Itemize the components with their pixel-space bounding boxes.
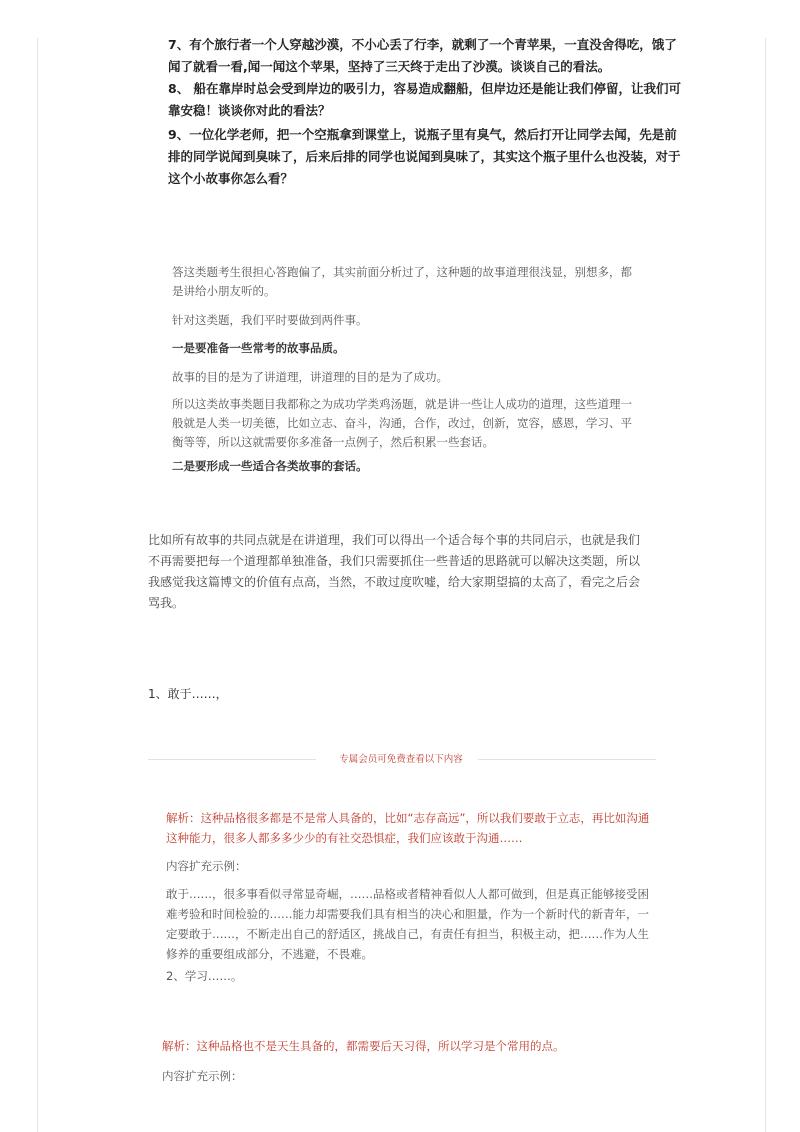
analysis-paragraph: 故事的目的是为了讲道理，讲道理的目的是为了成功。 <box>172 370 448 384</box>
analysis-heading: 一是要准备一些常考的故事品质。 <box>172 341 345 355</box>
analysis-paragraph: 针对这类题，我们平时要做到两件事。 <box>172 313 368 327</box>
members-only-label[interactable]: 专属会员可免费查看以下内容 <box>339 754 463 765</box>
item-1-title: 1、敢于……， <box>148 687 228 701</box>
analysis-paragraph: 所以这类故事类题目我都称之为成功学类鸡汤题，就是讲一些让人成功的道理，这些道理一般就是人类一切美德，比如立志、奋斗，沟通，合作，改过，创新，宽容，感恩，学习、平衡等等，所以这就需要你多准备一点例子，然后积累一些套话。 <box>172 397 632 449</box>
item-1-expand-text: 敢于……，很多事看似寻常显奇崛，……品格或者精神看似人人都可做到，但是真正能够接受困难考验和时间检验的……能力却需要我们具有相当的决心和胆量，作为一个新时代的新青年，一定要敢于……，不断走出自己的舒适区，挑战自己，有责任有担当，积极主动，把……作为人生修养的重要组成部分，不逃避，不畏难。 <box>166 887 649 961</box>
question-9: 9、一位化学老师，把一个空瓶拿到课堂上，说瓶子里有臭气，然后打开让同学去闻，先是前排的同学说闻到臭味了，后来后排的同学也说闻到臭味了，其实这个瓶子里什么也没装，对于这个小故事你怎么看？ <box>168 127 681 186</box>
members-divider <box>148 752 656 768</box>
item-2-expand-label: 内容扩充示例： <box>162 1069 243 1083</box>
item-1-expand-label: 内容扩充示例： <box>166 859 247 873</box>
item-1-analysis: 解析：这种品格很多都是不是常人具备的，比如“志存高远”，所以我们要敢于立志，再比如沟通这种能力，很多人都多多少少的有社交恐惧症，我们应该敢于沟通…… <box>166 811 650 845</box>
intro-paragraph: 比如所有故事的共同点就是在讲道理，我们可以得出一个适合每个事的共同启示，也就是我们不再需要把每一个道理都单独准备，我们只需要抓住一些普适的思路就可以解决这类题，所以我感觉我这篇博文的价值有点高，当然，不敢过度吹嘘，给大家期望搞的太高了，看完之后会骂我。 <box>148 533 641 610</box>
question-7: 7、有个旅行者一个人穿越沙漠，不小心丢了行李，就剩了一个青苹果，一直没舍得吃，饿了闻了就看一看,闻一闻这个苹果，坚持了三天终于走出了沙漠。谈谈自己的看法。 <box>168 37 677 74</box>
analysis-heading: 二是要形成一些适合各类故事的套话。 <box>172 459 368 473</box>
divider-line <box>478 759 656 760</box>
item-2-analysis: 解析：这种品格也不是天生具备的，都需要后天习得，所以学习是个常用的点。 <box>162 1039 565 1053</box>
analysis-paragraph: 答这类题考生很担心答跑偏了，其实前面分析过了，这种题的故事道理很浅显，别想多，都是讲给小朋友听的。 <box>172 265 632 298</box>
question-8: 8、 船在靠岸时总会受到岸边的吸引力，容易造成翻船，但岸边还是能让我们停留，让我们可靠安稳！谈谈你对此的看法？ <box>168 81 682 118</box>
item-2-title: 2、学习……。 <box>166 969 243 983</box>
divider-line <box>148 759 316 760</box>
